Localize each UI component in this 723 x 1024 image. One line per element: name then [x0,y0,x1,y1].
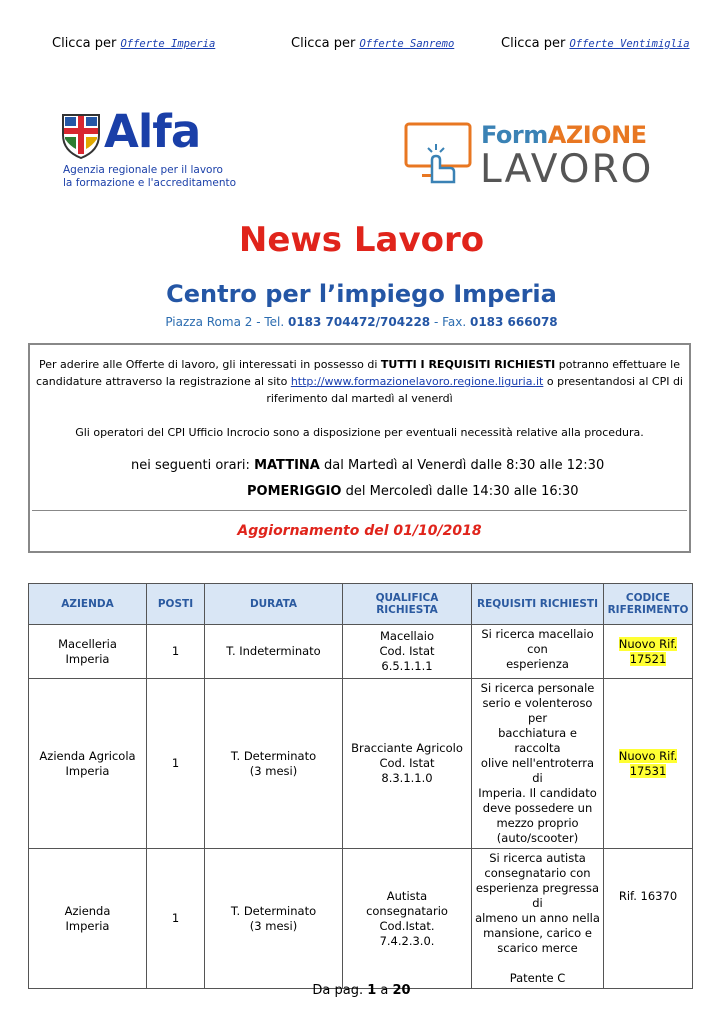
requisiti-line: almeno un anno nella [475,911,600,925]
header-requisiti: REQUISITI RICHIESTI [472,584,604,625]
top-link-ventimiglia [501,36,690,51]
requisiti-line: Si ricerca macellaio con [481,627,594,656]
qualifica-line: 8.3.1.1.0 [381,771,433,785]
requisiti-line: bacchiatura e raccolta [498,726,577,755]
info-paragraph-1 [32,356,687,407]
centro-impiego-title: Centro per l’impiego Imperia [166,280,557,308]
durata-line: T. Determinato [230,748,317,763]
qualifica-line: 6.5.1.1.1 [381,659,433,673]
offerte-sanremo-link[interactable]: Offerte Sanremo [359,38,455,50]
azienda-line: Imperia [65,763,110,778]
requisiti-line: Si ricerca personale [480,681,595,695]
codice-line: 17531 [629,763,667,778]
requisiti-line: olive nell'entroterra di [480,756,595,785]
formazione-lavoro-logo [402,118,662,198]
table-row [29,625,693,679]
codice-highlight [619,637,677,666]
requisiti-line: scarico merce [497,941,578,955]
cell-qualifica [343,849,472,989]
info-bold: TUTTI I REQUISITI RICHIESTI [380,358,556,371]
mattina-text: dal Martedì al Venerdì dalle 8:30 alle 12:30 [319,458,605,473]
orari-mattina [131,458,604,473]
azienda-line: Azienda [64,903,111,918]
formazione-wordmark [481,121,647,149]
cell-qualifica [343,625,472,679]
link-prefix: Clicca per [501,36,566,51]
cell-durata [205,849,343,989]
form-text: Form [481,121,548,149]
requisiti-line: serio e volenteroso per [482,696,593,725]
orari-prefix: nei seguenti orari: [131,458,255,473]
footer-prefix: Da pag. [312,983,368,998]
requisiti-line: Patente C [509,971,566,985]
lavoro-wordmark: LAVORO [480,147,654,192]
cell-requisiti [472,625,604,679]
cell-azienda [29,679,147,849]
top-link-sanremo [291,36,454,51]
cell-durata [205,679,343,849]
liguria-crest-icon [60,113,102,159]
qualifica-line: Autista consegnatario [366,888,448,918]
requisiti-line: Imperia. Il candidato [478,786,597,800]
cell-azienda [29,849,147,989]
requisiti-line: esperienza [506,657,569,671]
cell-durata [205,625,343,679]
table-row [29,679,693,849]
contact-address [0,315,723,329]
alfa-wordmark: Alfa [104,105,201,158]
azienda-line: Imperia [65,651,110,666]
info-paragraph-2: Gli operatori del CPI Ufficio Incrocio sono a disposizione per eventuali necessità relative alla procedura. [75,426,644,439]
qualifica-line: Cod. Istat [379,644,435,658]
offerte-ventimiglia-link[interactable]: Offerte Ventimiglia [569,38,690,50]
info-text: Per aderire alle Offerte di lavoro, gli interessati in possesso di [38,358,381,371]
pomeriggio-text: del Mercoledì dalle 14:30 alle 16:30 [341,484,579,499]
phone-number: 0183 704472/704228 [287,315,431,329]
header-codice: CODICE RIFERIMENTO [604,584,693,625]
azienda-line: Macelleria [58,636,117,651]
azienda-line: Imperia [65,918,110,933]
footer-mid: a [376,983,393,998]
cell-codice [604,679,693,849]
aggiornamento-date: Aggiornamento del 01/10/2018 [237,523,482,539]
codice-line: Nuovo Rif. [618,748,678,763]
qualifica-line: Cod. Istat [379,756,435,770]
header-posti: POSTI [147,584,205,625]
orari-pomeriggio [247,484,579,499]
alfa-subtitle-line2: la formazione e l'accreditamento [63,177,237,189]
qualifica-line: Macellaio [379,629,435,643]
monitor-hand-icon [402,120,476,184]
info-panel [32,347,687,511]
codice-line: 17521 [629,651,667,666]
cell-requisiti [472,849,604,989]
alfa-subtitle-line1: Agenzia regionale per il lavoro [63,164,223,176]
cell-azienda [29,625,147,679]
codice-line: Nuovo Rif. [618,636,678,651]
azienda-line: Azienda Agricola [39,748,136,763]
alfa-subtitle [63,164,236,190]
cell-codice [604,625,693,679]
durata-line: (3 mesi) [249,763,298,778]
requisiti-line [475,956,600,971]
qualifica-line: 7.4.2.3.0. [379,933,435,948]
requisiti-line: consegnatario con [484,866,591,880]
qualifica-line: Cod.Istat. [379,918,435,933]
total-pages: 20 [392,983,411,998]
offerte-imperia-link[interactable]: Offerte Imperia [120,38,216,50]
info-box [28,343,691,553]
page-footer [0,983,723,998]
table-row [29,849,693,989]
qualifica-line: Bracciante Agricolo [351,741,463,755]
fax-label: - Fax. [430,315,470,329]
alfa-logo [58,105,237,193]
header-qualifica: QUALIFICA RICHIESTA [343,584,472,625]
link-prefix: Clicca per [52,36,117,51]
top-links [0,36,723,56]
requisiti-line: mezzo proprio [496,816,579,830]
top-link-imperia [52,36,215,51]
durata-line: T. Indeterminato [226,644,321,658]
header-azienda: AZIENDA [29,584,147,625]
cell-posti: 1 [147,849,205,989]
requisiti-line: esperienza pregressa di [475,881,600,910]
info-text: potranno effettuare le candidature attraverso la registrazione al sito [35,358,681,388]
codice-highlight [619,749,677,778]
cell-codice [604,849,693,989]
regione-liguria-link[interactable]: http://www.formazionelavoro.regione.liguria.it [290,375,544,388]
table-header-row [29,584,693,625]
cell-requisiti [472,679,604,849]
cell-posti: 1 [147,625,205,679]
current-page: 1 [367,983,377,998]
address-text: Piazza Roma 2 - Tel. [165,315,288,329]
azione-text: AZIONE [547,121,647,149]
requisiti-line: deve possedere un [482,801,593,815]
job-offers-table [28,583,693,989]
requisiti-line: mansione, carico e [483,926,592,940]
requisiti-line: (auto/scooter) [496,831,579,845]
mattina-label: MATTINA [254,458,320,473]
pomeriggio-label: POMERIGGIO [247,484,342,499]
durata-line: T. Determinato [230,903,317,918]
info-text: o presentandosi al CPI di riferimento dal martedì al venerdì [266,375,683,405]
fax-number: 0183 666078 [469,315,558,329]
cell-posti: 1 [147,679,205,849]
durata-line: (3 mesi) [249,918,298,933]
header-durata: DURATA [205,584,343,625]
link-prefix: Clicca per [291,36,356,51]
requisiti-line: Si ricerca autista [489,851,586,865]
page-title: News Lavoro [238,220,485,260]
codice-line: Rif. 16370 [618,889,678,903]
cell-qualifica [343,679,472,849]
